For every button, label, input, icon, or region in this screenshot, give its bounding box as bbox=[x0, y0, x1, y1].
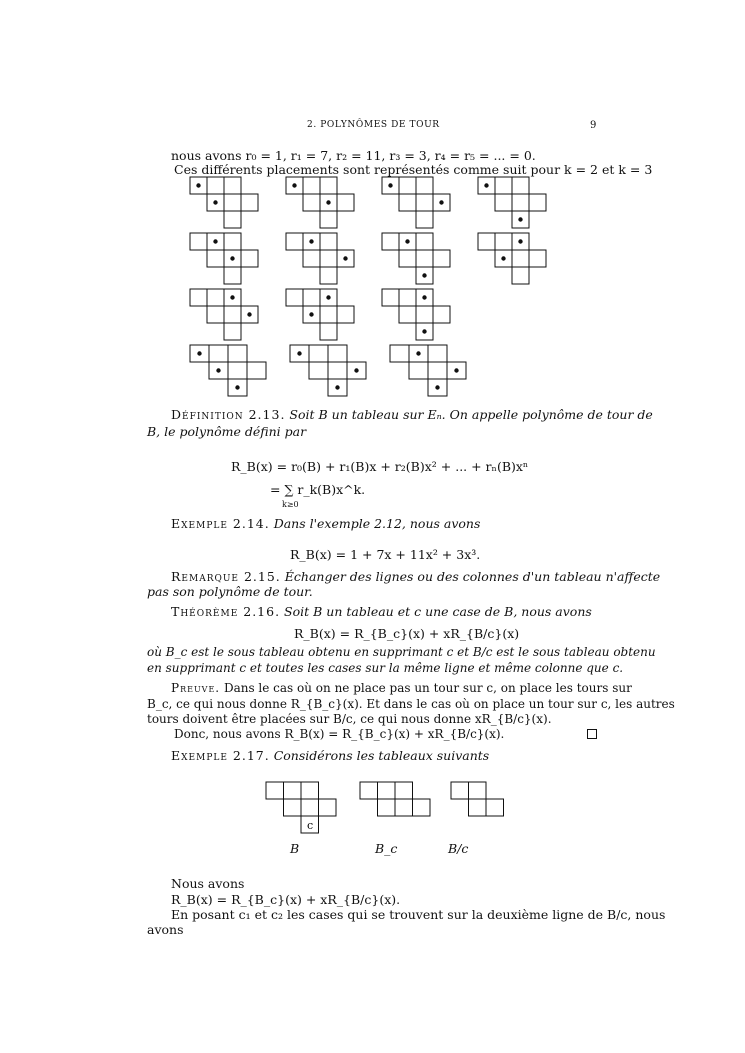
tableau-cell bbox=[247, 362, 266, 379]
tableau-cell bbox=[469, 782, 487, 799]
tableau-cell bbox=[529, 194, 546, 211]
tableau-cell bbox=[224, 194, 241, 211]
rook-dot bbox=[213, 200, 217, 204]
rook-dot bbox=[247, 312, 251, 316]
tableau-cell bbox=[360, 782, 378, 799]
qed-icon bbox=[587, 729, 597, 739]
tableau-cell bbox=[309, 345, 328, 362]
tableau-cell bbox=[433, 306, 450, 323]
tableau-cell bbox=[284, 799, 302, 816]
tableau-cell bbox=[320, 177, 337, 194]
tableau-cell bbox=[495, 194, 512, 211]
tableau-cell bbox=[416, 194, 433, 211]
tableau-cell bbox=[320, 306, 337, 323]
rook-dot bbox=[197, 351, 201, 355]
tableau-cell bbox=[416, 250, 433, 267]
tableau-cell bbox=[301, 799, 319, 816]
rook-dot bbox=[435, 385, 439, 389]
rook-dot bbox=[388, 183, 392, 187]
placement-diagram bbox=[382, 289, 450, 340]
tableau-cell bbox=[224, 267, 241, 284]
tableau-cell bbox=[378, 782, 396, 799]
tableau-cell bbox=[512, 177, 529, 194]
tableau-cell bbox=[309, 362, 328, 379]
tableau-cell bbox=[228, 345, 247, 362]
example-text: Dans l'exemple 2.12, nous avons bbox=[273, 516, 481, 531]
tableau-cell bbox=[451, 782, 469, 799]
placement-diagram bbox=[290, 345, 366, 396]
placement-diagram bbox=[190, 289, 258, 340]
rook-dot bbox=[196, 183, 200, 187]
theorem-line-2: en supprimant c et toutes les cases sur la même ligne et même colonne que c. bbox=[147, 661, 624, 675]
placement-diagram bbox=[190, 233, 258, 284]
placement-diagram bbox=[286, 177, 354, 228]
closing-line-3: En posant c₁ et c₂ les cases qui se trouvent sur la deuxième ligne de B/c, nous bbox=[171, 907, 666, 922]
tableau-cell bbox=[337, 306, 354, 323]
tableau-cell bbox=[209, 345, 228, 362]
tableau-cell bbox=[328, 362, 347, 379]
tableau-cell bbox=[207, 177, 224, 194]
caption-b: B bbox=[290, 841, 300, 856]
tableau-cell bbox=[320, 233, 337, 250]
rook-dot bbox=[484, 183, 488, 187]
formula-rook-polynomial: R_B(x) = r₀(B) + r₁(B)x + r₂(B)x² + ... + rₙ(B)xⁿ bbox=[231, 459, 529, 474]
tableau-cell bbox=[433, 250, 450, 267]
tableau-cell bbox=[478, 233, 495, 250]
tableau-cell bbox=[486, 799, 504, 816]
tableau-cell bbox=[413, 799, 431, 816]
placement-diagram bbox=[190, 345, 266, 396]
formula-sum-index: k≥0 bbox=[282, 500, 299, 509]
tableau-cell bbox=[224, 211, 241, 228]
proof-line-3: tours doivent être placées sur B/c, ce qui nous donne xR_{B/c}(x). bbox=[147, 712, 552, 726]
tableau-cell bbox=[303, 250, 320, 267]
tableau-cell bbox=[228, 362, 247, 379]
definition-label: Définition 2.13. bbox=[171, 407, 286, 422]
tableau-cell bbox=[320, 323, 337, 340]
proof bbox=[171, 681, 632, 695]
formula-sum: = ∑ r_k(B)x^k. bbox=[270, 482, 366, 497]
tableau-cell bbox=[320, 250, 337, 267]
tableau-cell bbox=[337, 194, 354, 211]
rook-dot bbox=[309, 239, 313, 243]
theorem-text: Soit B un tableau et c une case de B, nous avons bbox=[284, 604, 592, 619]
tableau-cell bbox=[224, 323, 241, 340]
tableau-cell bbox=[328, 345, 347, 362]
placement-diagram bbox=[190, 177, 258, 228]
tableau-cell bbox=[399, 289, 416, 306]
tableau-cell bbox=[286, 233, 303, 250]
example-2-17 bbox=[171, 748, 489, 763]
rook-dot bbox=[292, 183, 296, 187]
tableau-bc bbox=[360, 782, 430, 816]
closing-line-4: avons bbox=[147, 922, 184, 937]
tableau-cell bbox=[529, 250, 546, 267]
placement-diagram bbox=[390, 345, 466, 396]
example-2-14 bbox=[171, 516, 480, 531]
tableau-cell bbox=[284, 782, 302, 799]
running-title: 2. POLYNÔMES DE TOUR bbox=[307, 120, 440, 130]
tableau-cell bbox=[512, 194, 529, 211]
tableau-cell bbox=[399, 194, 416, 211]
placement-diagram bbox=[382, 233, 450, 284]
page-number: 9 bbox=[590, 120, 597, 131]
tableau-cell bbox=[399, 306, 416, 323]
rook-dot bbox=[422, 273, 426, 277]
tableau-cell bbox=[301, 782, 319, 799]
tableau-cell bbox=[303, 194, 320, 211]
tableau-b bbox=[266, 782, 336, 833]
tableau-cell bbox=[190, 233, 207, 250]
example-label: Exemple 2.14. bbox=[171, 516, 270, 531]
closing-line-1: Nous avons bbox=[171, 876, 245, 891]
placement-diagram bbox=[478, 177, 546, 228]
rook-dot bbox=[230, 295, 234, 299]
rook-dot bbox=[518, 239, 522, 243]
tableau-cell bbox=[303, 289, 320, 306]
rook-dot bbox=[422, 295, 426, 299]
rook-dot bbox=[439, 200, 443, 204]
caption-bc: B_c bbox=[375, 841, 398, 856]
tableau-cell bbox=[395, 782, 413, 799]
tableau-cell bbox=[416, 306, 433, 323]
rook-dot bbox=[422, 329, 426, 333]
tableau-cell bbox=[399, 177, 416, 194]
example2-label: Exemple 2.17. bbox=[171, 748, 270, 763]
tableau-cell bbox=[469, 799, 487, 816]
rook-dot bbox=[501, 256, 505, 260]
tableau-cell bbox=[416, 211, 433, 228]
tableau-cell bbox=[224, 233, 241, 250]
tableau-cell bbox=[224, 177, 241, 194]
cell-c-label: c bbox=[307, 819, 314, 832]
rook-dot bbox=[297, 351, 301, 355]
rook-dot bbox=[216, 368, 220, 372]
tableau-cell bbox=[224, 306, 241, 323]
tableau-cell bbox=[303, 177, 320, 194]
rook-dot bbox=[343, 256, 347, 260]
rook-dot bbox=[335, 385, 339, 389]
theorem-label: Théorème 2.16. bbox=[171, 604, 281, 619]
tableau-cell bbox=[428, 345, 447, 362]
proof-label: Preuve. bbox=[171, 681, 221, 695]
theorem-formula: R_B(x) = R_{B_c}(x) + xR_{B/c}(x) bbox=[294, 626, 520, 641]
rook-dot bbox=[416, 351, 420, 355]
tableau-cell bbox=[241, 250, 258, 267]
tableau-cell bbox=[320, 211, 337, 228]
tableau-cell bbox=[320, 267, 337, 284]
placement-diagram bbox=[382, 177, 450, 228]
tableau-cell bbox=[495, 233, 512, 250]
proof-line-2: B_c, ce qui nous donne R_{B_c}(x). Et dans le cas où on place un tour sur c, les autres bbox=[147, 697, 675, 711]
tableau-cell bbox=[382, 289, 399, 306]
intro-line-1: nous avons r₀ = 1, r₁ = 7, r₂ = 11, r₃ = 3, r₄ = r₅ = ... = 0. bbox=[171, 148, 536, 163]
rook-dot bbox=[235, 385, 239, 389]
rook-dot bbox=[454, 368, 458, 372]
tableau-cell bbox=[266, 782, 284, 799]
tableau-b-over-c bbox=[451, 782, 504, 816]
tableau-cell bbox=[409, 362, 428, 379]
theorem-line-1: où B_c est le sous tableau obtenu en supprimant c et B/c est le sous tableau obtenu bbox=[147, 645, 656, 659]
tableau-cell bbox=[512, 250, 529, 267]
rook-dot bbox=[518, 217, 522, 221]
tableau-cell bbox=[512, 267, 529, 284]
theorem-2-16 bbox=[171, 604, 592, 619]
tableau-cell bbox=[319, 799, 337, 816]
tableau-cell bbox=[416, 233, 433, 250]
remark-line-2: pas son polynôme de tour. bbox=[147, 584, 313, 599]
rook-dot bbox=[309, 312, 313, 316]
tableau-cell bbox=[207, 250, 224, 267]
tableau-cell bbox=[286, 289, 303, 306]
closing-line-2: R_B(x) = R_{B_c}(x) + xR_{B/c}(x). bbox=[171, 892, 401, 907]
tableau-cell bbox=[241, 194, 258, 211]
tableau-cell bbox=[495, 177, 512, 194]
definition-line-2: B, le polynôme défini par bbox=[147, 424, 307, 439]
intro-line-2: Ces différents placements sont représentés comme suit pour k = 2 et k = 3 bbox=[174, 162, 653, 177]
tableau-cell bbox=[428, 362, 447, 379]
proof-text: Dans le cas où on ne place pas un tour sur c, on place les tours sur bbox=[223, 681, 632, 695]
tableau-cell bbox=[378, 799, 396, 816]
rook-dot bbox=[326, 200, 330, 204]
example2-text: Considérons les tableaux suivants bbox=[273, 748, 490, 763]
tableau-cell bbox=[207, 289, 224, 306]
placement-diagram bbox=[286, 289, 354, 340]
formula-example: R_B(x) = 1 + 7x + 11x² + 3x³. bbox=[290, 547, 481, 562]
definition-2-13 bbox=[171, 407, 653, 422]
definition-text: Soit B un tableau sur Eₙ. On appelle polynôme de tour de bbox=[289, 407, 653, 422]
remark-label: Remarque 2.15. bbox=[171, 569, 281, 584]
rook-dot bbox=[213, 239, 217, 243]
tableau-cell bbox=[416, 177, 433, 194]
placement-diagram bbox=[286, 233, 354, 284]
tableau-cell bbox=[190, 289, 207, 306]
tableau-cell bbox=[207, 306, 224, 323]
proof-line-4: Donc, nous avons R_B(x) = R_{B_c}(x) + xR_{B/c}(x). bbox=[174, 727, 505, 741]
rook-dot bbox=[230, 256, 234, 260]
rook-dot bbox=[354, 368, 358, 372]
placement-diagram bbox=[478, 233, 546, 284]
rook-dot bbox=[405, 239, 409, 243]
rook-dot bbox=[326, 295, 330, 299]
tableau-cell bbox=[399, 250, 416, 267]
tableau-cell bbox=[390, 345, 409, 362]
remark-2-15 bbox=[171, 569, 660, 584]
remark-text: Échanger des lignes ou des colonnes d'un tableau n'affecte bbox=[284, 569, 661, 584]
caption-b-over-c: B/c bbox=[448, 841, 469, 856]
tableau-cell bbox=[395, 799, 413, 816]
tableau-cell bbox=[382, 233, 399, 250]
